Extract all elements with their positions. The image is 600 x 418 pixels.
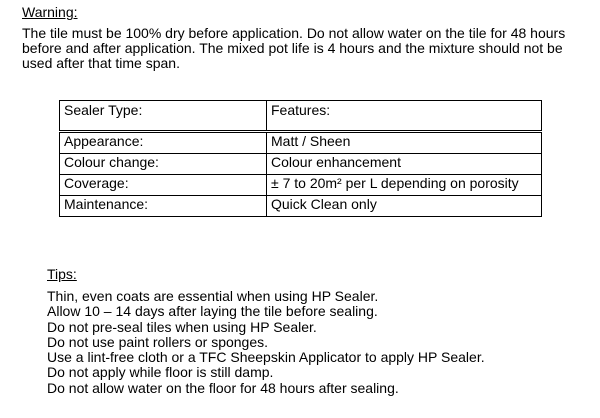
table-row bbox=[60, 175, 542, 196]
tip-item: Thin, even coats are essential when using HP Sealer. bbox=[47, 288, 379, 304]
table-header-row bbox=[60, 101, 542, 132]
sealer-features-table bbox=[59, 100, 542, 217]
table-row bbox=[60, 132, 542, 154]
tip-item: Do not use paint rollers or sponges. bbox=[47, 333, 269, 350]
tip-item: Do not allow water on the floor for 48 hours after sealing. bbox=[47, 379, 399, 396]
tips-list bbox=[47, 289, 485, 396]
header-features: Features: bbox=[267, 101, 542, 132]
row-value: Colour enhancement bbox=[267, 154, 542, 175]
row-value: ± 7 to 20m² per L depending on porosity bbox=[267, 175, 542, 196]
header-sealer-type: Sealer Type: bbox=[60, 101, 267, 132]
warning-text: The tile must be 100% dry before application. Do not allow water on the tile for 48 hours before and after application. The mixed pot life is 4 hours and the mixture should not be used after that time span. bbox=[22, 25, 566, 71]
row-label: Colour change: bbox=[60, 154, 267, 175]
tip-item: Do not pre-seal tiles when using HP Sealer. bbox=[47, 318, 317, 335]
table-row bbox=[60, 196, 542, 217]
row-label: Appearance: bbox=[60, 132, 267, 154]
row-value: Quick Clean only bbox=[267, 196, 542, 217]
tip-item: Do not apply while floor is still damp. bbox=[47, 364, 274, 381]
row-label: Coverage: bbox=[60, 175, 267, 196]
row-value: Matt / Sheen bbox=[267, 132, 542, 154]
tip-item: Use a lint-free cloth or a TFC Sheepskin Applicator to apply HP Sealer. bbox=[47, 349, 485, 366]
tip-item: Allow 10 – 14 days after laying the tile before sealing. bbox=[47, 303, 378, 320]
row-label: Maintenance: bbox=[60, 196, 267, 217]
warning-heading: Warning: bbox=[22, 4, 78, 20]
tips-heading: Tips: bbox=[47, 266, 77, 282]
table-row bbox=[60, 154, 542, 175]
